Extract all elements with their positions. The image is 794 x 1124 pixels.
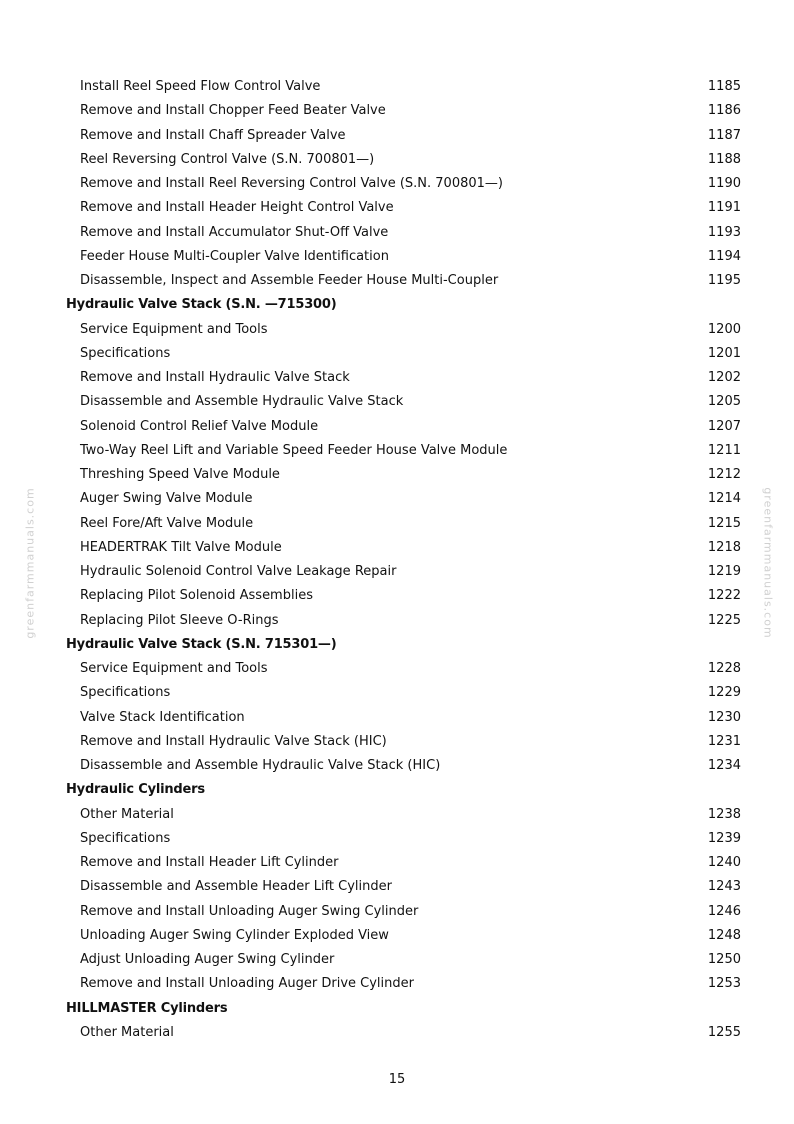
toc-entry-title: Auger Swing Valve Module [80, 491, 253, 507]
toc-entry[interactable] [0, 730, 794, 754]
toc-entry-title: HEADERTRAK Tilt Valve Module [80, 539, 282, 555]
toc-entry-title: HILLMASTER Cylinders [66, 1000, 228, 1016]
toc-entry-title: Disassemble and Assemble Hydraulic Valve Stack (HIC) [80, 758, 441, 773]
toc-entry[interactable] [0, 706, 794, 730]
toc-entry[interactable] [0, 124, 794, 148]
toc-entry[interactable] [0, 924, 794, 948]
toc-entry-title: Replacing Pilot Solenoid Assemblies [80, 588, 313, 604]
toc-entry-title: Replacing Pilot Sleeve O-Rings [80, 612, 279, 628]
page-number: 15 [388, 1072, 406, 1087]
toc-entry-title: Reel Fore/Aft Valve Module [80, 515, 254, 531]
toc-entry-page: 1228 [707, 661, 741, 676]
toc-entry[interactable] [0, 415, 794, 439]
toc-entry-page: 1215 [707, 515, 741, 531]
toc-entry[interactable] [0, 487, 794, 511]
toc-entry[interactable] [0, 99, 794, 123]
toc-entry-title: Unloading Auger Swing Cylinder Exploded View [80, 927, 389, 943]
toc-entry-page: 1202 [707, 370, 741, 385]
toc-entry-page: 1200 [707, 321, 741, 337]
toc-entry-title: Reel Reversing Control Valve (S.N. 700801—) [80, 151, 375, 167]
toc-entry[interactable] [0, 318, 794, 342]
toc-entry-page: 1193 [707, 224, 741, 240]
toc-entry[interactable] [0, 584, 794, 608]
toc-entry[interactable] [0, 972, 794, 996]
toc-entry[interactable] [0, 560, 794, 584]
toc-section-heading [0, 293, 794, 317]
toc-entry[interactable] [0, 681, 794, 705]
toc-entry[interactable] [0, 269, 794, 293]
toc-entry-page: 1188 [707, 151, 741, 167]
toc-entry-title: Hydraulic Cylinders [66, 782, 205, 798]
toc-entry-title: Disassemble and Assemble Hydraulic Valve Stack [80, 394, 404, 410]
toc-entry-page: 1219 [707, 564, 741, 579]
toc-entry-title: Two-Way Reel Lift and Variable Speed Feeder House Valve Module [80, 442, 508, 458]
toc-entry-title: Disassemble, Inspect and Assemble Feeder House Multi-Coupler [80, 273, 499, 288]
toc-entry-title: Remove and Install Chopper Feed Beater Valve [80, 103, 386, 119]
toc-entry-title: Other Material [80, 806, 174, 822]
toc-entry-page: 1231 [707, 733, 741, 749]
toc-entry-page: 1246 [707, 903, 741, 919]
toc-entry-title: Specifications [80, 345, 171, 361]
toc-entry[interactable] [0, 512, 794, 536]
toc-section-heading [0, 633, 794, 657]
toc-entry-title: Remove and Install Unloading Auger Swing Cylinder [80, 903, 419, 919]
toc-entry-page: 1212 [707, 467, 741, 482]
toc-entry-title: Remove and Install Unloading Auger Drive Cylinder [80, 976, 414, 992]
toc-entry-page: 1195 [707, 273, 741, 288]
toc-entry[interactable] [0, 657, 794, 681]
toc-entry[interactable] [0, 75, 794, 99]
toc-entry-title: Service Equipment and Tools [80, 661, 268, 676]
toc-entry[interactable] [0, 754, 794, 778]
toc-entry-title: Remove and Install Chaff Spreader Valve [80, 127, 346, 143]
toc-entry[interactable] [0, 900, 794, 924]
toc-entry-page: 1191 [707, 200, 741, 216]
toc-entry-page: 1240 [707, 855, 741, 870]
toc-entry-page: 1250 [707, 952, 741, 967]
toc-entry-page: 1205 [707, 394, 741, 410]
toc-entry-page: 1253 [707, 976, 741, 992]
toc-entry-page: 1239 [707, 830, 741, 846]
toc-entry[interactable] [0, 439, 794, 463]
toc-entry-title: Remove and Install Reel Reversing Control Valve (S.N. 700801—) [80, 176, 503, 191]
toc-entry[interactable] [0, 172, 794, 196]
toc-entry-page: 1218 [707, 539, 741, 555]
toc-entry[interactable] [0, 609, 794, 633]
toc-entry-page: 1190 [707, 176, 741, 191]
toc-entry-page: 1194 [707, 248, 741, 264]
toc-entry-page: 1187 [707, 127, 741, 143]
toc-entry-page: 1201 [707, 345, 741, 361]
toc-entry[interactable] [0, 366, 794, 390]
toc-entry-title: Valve Stack Identification [80, 709, 245, 725]
toc-entry-title: Threshing Speed Valve Module [80, 467, 280, 482]
toc-entry-title: Feeder House Multi-Coupler Valve Identification [80, 248, 389, 264]
toc-entry[interactable] [0, 196, 794, 220]
toc-entry-page: 1211 [707, 442, 741, 458]
toc-entry-title: Other Material [80, 1024, 174, 1040]
toc-entry-page: 1230 [707, 709, 741, 725]
toc-entry-title: Remove and Install Header Height Control Valve [80, 200, 394, 216]
toc-entry[interactable] [0, 827, 794, 851]
toc-section-heading [0, 997, 794, 1021]
watermark-right: greenfarmmanuals.com [761, 487, 775, 639]
toc-entry-title: Solenoid Control Relief Valve Module [80, 418, 319, 434]
toc-entry-page: 1225 [707, 612, 741, 628]
toc-entry-title: Service Equipment and Tools [80, 321, 268, 337]
toc-entry-title: Specifications [80, 685, 171, 701]
toc-section-heading [0, 778, 794, 802]
toc-entry[interactable] [0, 148, 794, 172]
toc-entry[interactable] [0, 342, 794, 366]
toc-entry-page: 1185 [707, 79, 741, 94]
toc-entry-title: Hydraulic Valve Stack (S.N. —715300) [66, 297, 337, 313]
toc-entry-title: Install Reel Speed Flow Control Valve [80, 79, 321, 94]
toc-entry[interactable] [0, 875, 794, 899]
toc-entry-page: 1234 [707, 758, 741, 773]
toc-entry[interactable] [0, 536, 794, 560]
toc-entry[interactable] [0, 245, 794, 269]
toc-entry-title: Adjust Unloading Auger Swing Cylinder [80, 952, 335, 967]
toc-entry[interactable] [0, 851, 794, 875]
toc-entry[interactable] [0, 390, 794, 414]
toc-entry-page: 1207 [707, 418, 741, 434]
toc-entry-page: 1222 [707, 588, 741, 604]
toc-entry-title: Remove and Install Accumulator Shut-Off Valve [80, 224, 389, 240]
toc-entry-page: 1238 [707, 806, 741, 822]
toc-entry-page: 1248 [707, 927, 741, 943]
toc-entry-title: Remove and Install Header Lift Cylinder [80, 855, 339, 870]
toc-entry-page: 1243 [707, 879, 741, 895]
toc-entry-title: Hydraulic Valve Stack (S.N. 715301—) [66, 636, 337, 652]
toc-entry-title: Disassemble and Assemble Header Lift Cylinder [80, 879, 392, 895]
toc-entry-page: 1214 [707, 491, 741, 507]
table-of-contents [0, 75, 794, 1045]
toc-entry[interactable] [0, 221, 794, 245]
toc-entry[interactable] [0, 948, 794, 972]
toc-entry-page: 1186 [707, 103, 741, 119]
toc-entry[interactable] [0, 1021, 794, 1045]
toc-entry[interactable] [0, 463, 794, 487]
toc-entry-page: 1255 [707, 1024, 741, 1040]
toc-entry-title: Remove and Install Hydraulic Valve Stack [80, 370, 350, 385]
toc-entry-title: Specifications [80, 830, 171, 846]
toc-entry-title: Hydraulic Solenoid Control Valve Leakage Repair [80, 564, 397, 579]
toc-entry-title: Remove and Install Hydraulic Valve Stack (HIC) [80, 733, 387, 749]
watermark-left: greenfarmmanuals.com [23, 487, 37, 639]
toc-entry-page: 1229 [707, 685, 741, 701]
toc-entry[interactable] [0, 803, 794, 827]
